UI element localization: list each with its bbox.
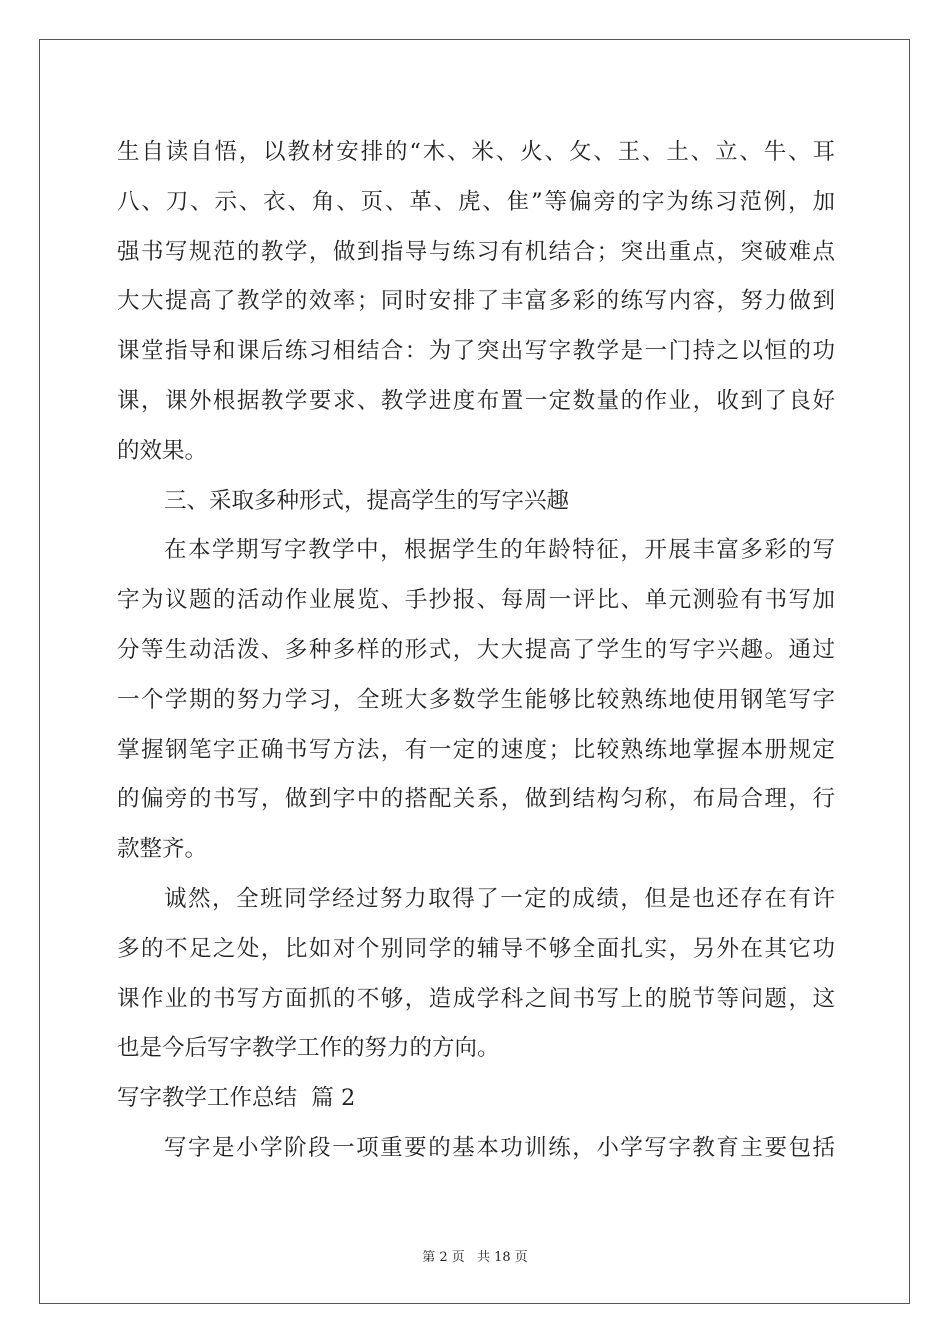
paragraph-line: 课作业的书写方面抓的不够，造成学科之间书写上的脱节等问题，这 [117,985,835,1012]
article-title: 写字教学工作总结 篇 2 [117,1085,356,1112]
paragraph-line: 也是今后写字教学工作的努力的方向。 [117,1035,500,1062]
paragraph-line: 课，课外根据教学要求、教学进度布置一定数量的作业，收到了良好 [117,387,835,414]
paragraph-line: 掌握钢笔字正确书写方法，有一定的速度；比较熟练地掌握本册规定 [117,736,835,763]
paragraph-line: 多的不足之处，比如对个别同学的辅导不够全面扎实，另外在其它功 [117,935,835,962]
document-body [117,128,835,1174]
page-footer [0,1246,950,1265]
paragraph-line: 诚然，全班同学经过努力取得了一定的成绩，但是也还存在有许 [164,885,835,912]
paragraph-line: 大大提高了教学的效率；同时安排了丰富多彩的练写内容，努力做到 [117,288,835,315]
paragraph-line: 在本学期写字教学中，根据学生的年龄特征，开展丰富多彩的写 [164,537,835,564]
paragraph-line: 一个学期的努力学习，全班大多数学生能够比较熟练地使用钢笔写字 [117,686,835,713]
paragraph-line: 八、刀、示、衣、角、页、革、虎、隹”等偏旁的字为练习范例，加 [117,188,835,215]
page-number: 第 2 页 [422,1250,465,1265]
paragraph-line: 写字是小学阶段一项重要的基本功训练，小学写字教育主要包括 [164,1134,835,1161]
paragraph-line: 的偏旁的书写，做到字中的搭配关系，做到结构匀称，布局合理，行 [117,786,835,813]
paragraph-line: 课堂指导和课后练习相结合：为了突出写字教学是一门持之以恒的功 [117,338,835,365]
section-heading: 三、采取多种形式，提高学生的写字兴趣 [164,487,570,514]
paragraph-line: 分等生动活泼、多种多样的形式，大大提高了学生的写字兴趣。通过 [117,636,835,663]
paragraph-line: 生自读自悟，以教材安排的“木、米、火、攵、王、土、立、牛、耳 [117,139,835,165]
paragraph-line: 字为议题的活动作业展览、手抄报、每周一评比、单元测验有书写加 [117,587,835,614]
paragraph-line: 强书写规范的教学，做到指导与练习有机结合；突出重点，突破难点 [117,238,835,265]
page-total: 共 18 页 [476,1250,528,1265]
paragraph-line: 款整齐。 [117,836,208,863]
paragraph-line: 的效果。 [117,437,208,464]
